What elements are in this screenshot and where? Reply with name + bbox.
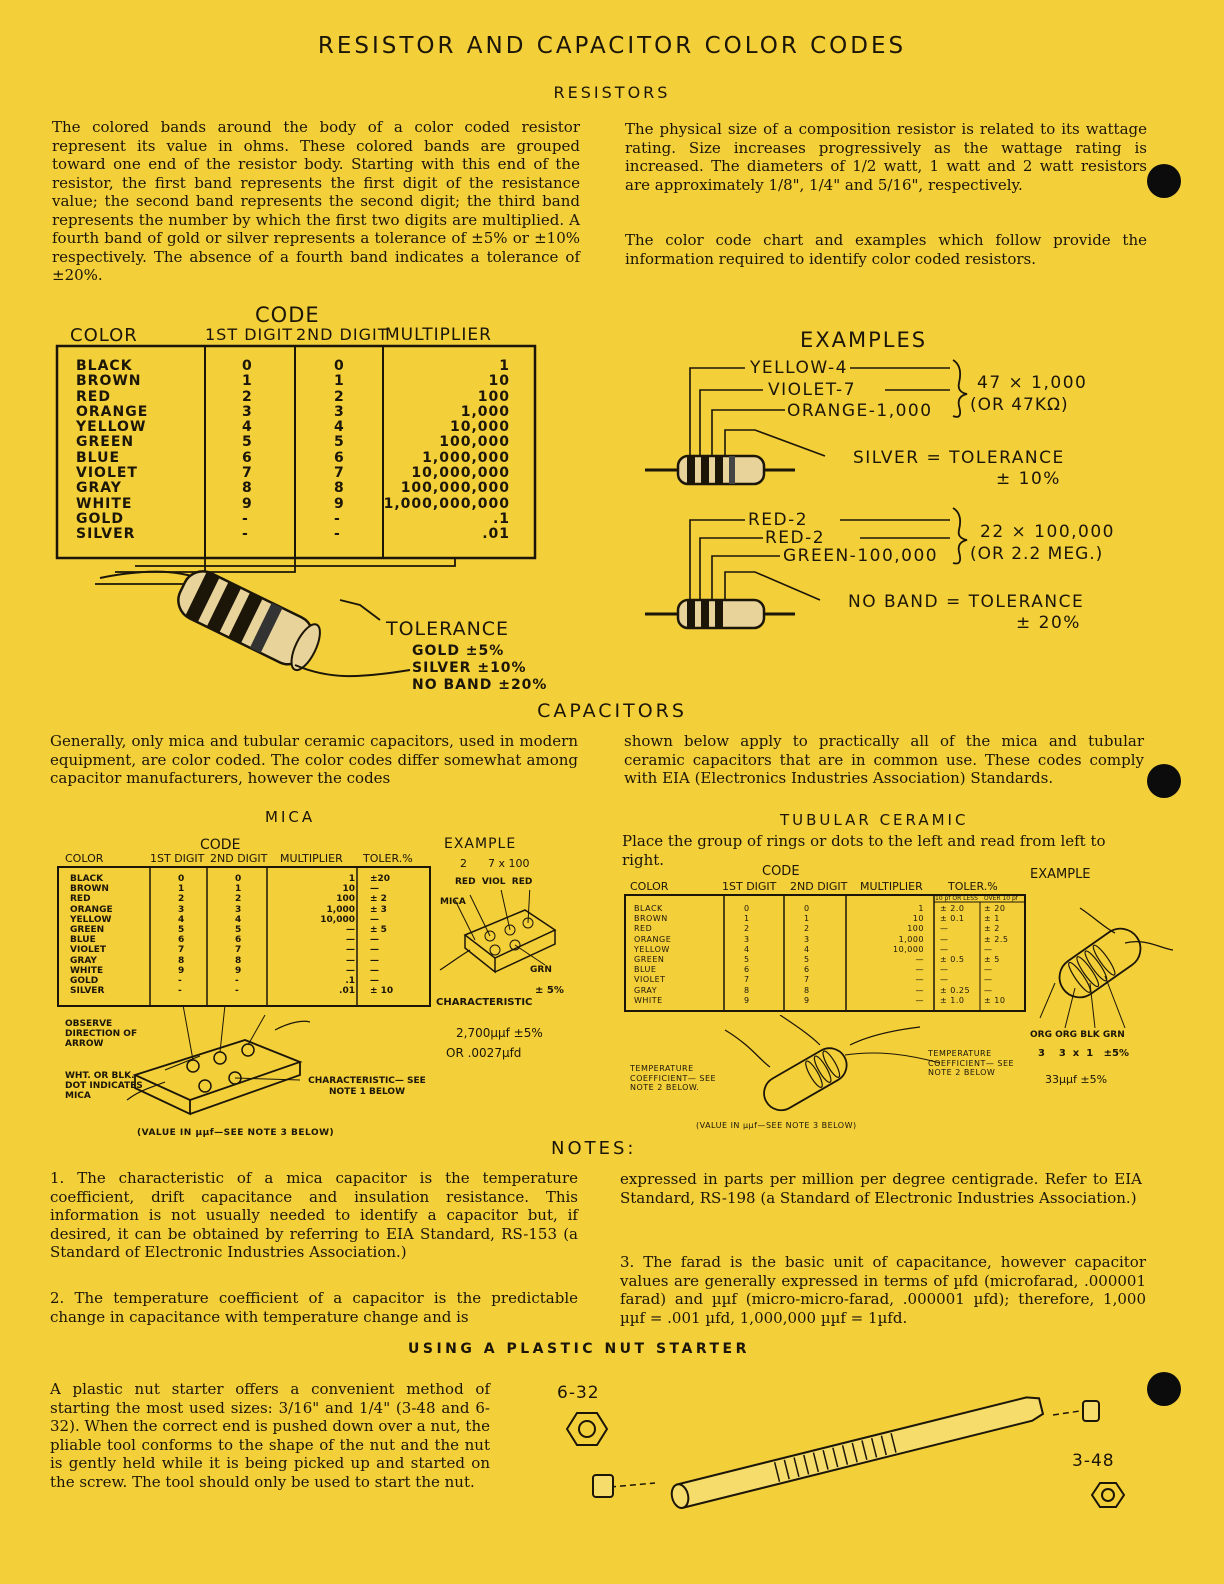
- mica-example-colors: RED VIOL RED: [455, 877, 533, 887]
- resistor-second-digit: -: [334, 510, 341, 527]
- mica-code-row: [70, 905, 430, 915]
- tubular-header: [630, 880, 1030, 894]
- binder-hole-bottom: [1147, 1372, 1181, 1406]
- note-1: 1. The characteristic of a mica capacitor is the temperature coefficient, drift capacitance and insulation resistance. This information is not usually needed to identify a capacitor but, if desired, it can be obtained by referring to EIA Standard, RS-153 (a Standard of Electronic Industries Association.): [50, 1169, 578, 1261]
- mica-first-digit: 8: [178, 955, 185, 966]
- resistor-color-name: RED: [76, 388, 111, 405]
- mica-first-digit: 7: [178, 945, 185, 956]
- resistor-multiplier: .1: [492, 510, 510, 527]
- mica-first-digit: 2: [178, 894, 185, 905]
- resistor-second-digit: 6: [334, 449, 345, 466]
- ex2-band-1: RED-2: [748, 510, 809, 530]
- mica-multiplier: .1: [345, 975, 355, 986]
- mica-second-digit: -: [235, 986, 239, 997]
- mica-example-drawing: [435, 890, 575, 1000]
- resistor-second-digit: 8: [334, 480, 345, 497]
- tubular-multiplier: 1: [918, 904, 924, 913]
- tubular-tol-small: —: [940, 944, 949, 954]
- mica-heading: MICA: [265, 808, 316, 826]
- tubular-code-row: [634, 986, 1024, 996]
- mica-multiplier: 1: [348, 874, 355, 884]
- resistor-code-label: CODE: [255, 303, 320, 327]
- tubular-code-row: [634, 965, 1024, 975]
- tubular-tol-small: ± 0.5: [940, 954, 965, 964]
- resistor-second-digit: -: [334, 526, 341, 543]
- tubular-first-digit: 8: [744, 985, 750, 995]
- tubular-second-digit: 5: [804, 954, 810, 964]
- ex1-band-2: VIOLET-7: [768, 380, 857, 400]
- mica-example-tol: ± 5%: [535, 985, 564, 996]
- mica-color-name: RED: [70, 894, 91, 905]
- resistor-second-digit: 1: [334, 373, 345, 390]
- tubular-tol-large: ± 2.5: [984, 934, 1009, 944]
- tubular-color-name: GREEN: [634, 954, 665, 964]
- note-2a: 2. The temperature coefficient of a capacitor is the predictable change in capacitance with temperature change and is: [50, 1289, 578, 1326]
- tubular-tol-large: ± 5: [984, 954, 1000, 964]
- capacitors-intro-right: shown below apply to practically all of the mica and tubular ceramic capacitors that are in common use. These codes comply with EIA (Electronics Industries Association) Standards.: [624, 732, 1144, 787]
- mica-code-row: [70, 956, 430, 966]
- ex2-band-2: RED-2: [765, 528, 826, 548]
- tubular-heading: TUBULAR CERAMIC: [780, 811, 969, 829]
- mica-multiplier: 10,000: [320, 914, 355, 925]
- mica-color-name: BLUE: [70, 935, 96, 946]
- tubular-multiplier: —: [915, 975, 924, 985]
- mica-example-heading: EXAMPLE: [444, 836, 517, 852]
- mica-color-name: VIOLET: [70, 945, 106, 956]
- tubular-code-row: [634, 904, 1024, 914]
- resistor-first-digit: 2: [242, 388, 253, 405]
- mica-code-row: [70, 884, 430, 894]
- mica-second-digit: 3: [235, 904, 242, 915]
- ex1-band-3: ORANGE-1,000: [787, 401, 933, 421]
- resistor-color-name: VIOLET: [76, 465, 138, 482]
- mica-tolerance: —: [370, 955, 379, 966]
- resistor-code-row: [76, 373, 536, 388]
- tubular-example-drawing: [1025, 888, 1175, 1038]
- mica-col-tol: TOLER.%: [363, 852, 413, 865]
- resistors-intro-left: The colored bands around the body of a color coded resistor represent its value in ohms. These colored bands are grouped toward one end of the resistor body. Starting with this end of the resistor, the first band represents the first digit of the resistance value; the second band represents the second digit; the third band represents the number by which the first two digits are multiplied. A fourth band of gold or silver represents a tolerance of ±5% or ±10% respectively. The absence of a fourth band indicates a tolerance of ±20%.: [52, 118, 580, 284]
- tubular-color-name: VIOLET: [634, 975, 666, 985]
- tubular-color-name: BLUE: [634, 965, 657, 975]
- tubular-first-digit: 5: [744, 954, 750, 964]
- page-title: RESISTOR AND CAPACITOR COLOR CODES: [317, 33, 907, 59]
- ex2-tol-note: NO BAND = TOLERANCE: [848, 592, 1085, 612]
- tubular-capacitor-drawing: [720, 1015, 950, 1115]
- resistor-second-digit: 3: [334, 403, 345, 420]
- tubular-second-digit: 3: [804, 934, 810, 944]
- mica-col-mult: MULTIPLIER: [280, 852, 343, 865]
- mica-color-name: SILVER: [70, 986, 105, 997]
- mica-color-name: WHITE: [70, 965, 104, 976]
- resistor-col-color: COLOR: [70, 325, 138, 346]
- resistor-code-row: [76, 434, 536, 449]
- mica-tolerance: —: [370, 935, 379, 946]
- mica-char-note: CHARACTERISTIC— SEE NOTE 1 BELOW: [308, 1076, 426, 1097]
- mica-multiplier: —: [346, 945, 355, 956]
- resistor-code-row: [76, 389, 536, 404]
- resistor-first-digit: 9: [242, 495, 253, 512]
- tubular-code-row: [634, 935, 1024, 945]
- resistor-first-digit: 5: [242, 434, 253, 451]
- tubular-example-colors: ORG ORG BLK GRN: [1030, 1030, 1125, 1040]
- examples-heading: EXAMPLES: [800, 328, 928, 352]
- mica-second-digit: -: [235, 975, 239, 986]
- mica-example-value: 2,700µµf ±5%: [456, 1026, 543, 1040]
- resistor-color-name: ORANGE: [76, 403, 149, 420]
- tubular-second-digit: 0: [804, 904, 810, 913]
- ex2-band-3: GREEN-100,000: [783, 546, 939, 566]
- tubular-color-name: BROWN: [634, 914, 668, 924]
- resistor-first-digit: 3: [242, 403, 253, 420]
- mica-capacitor-drawing: [125, 1000, 310, 1125]
- resistor-col-first: 1ST DIGIT: [205, 325, 294, 344]
- mica-example-value2: OR .0027µfd: [446, 1046, 522, 1060]
- tubular-tol-large: —: [984, 985, 993, 995]
- capacitors-intro-left: Generally, only mica and tubular ceramic capacitors, used in modern equipment, are color coded. The color codes differ somewhat among capacitor manufacturers, however the codes: [50, 732, 578, 787]
- mica-first-digit: 5: [178, 924, 185, 935]
- mica-second-digit: 5: [235, 924, 242, 935]
- resistor-multiplier: 10: [488, 373, 510, 390]
- resistor-first-digit: 4: [242, 419, 253, 436]
- tubular-temp-right: TEMPERATURE COEFFICIENT— SEE NOTE 2 BELOW: [928, 1049, 1015, 1077]
- resistor-first-digit: 7: [242, 465, 253, 482]
- tolerance-label: TOLERANCE: [386, 618, 510, 640]
- mica-first-digit: 9: [178, 965, 185, 976]
- mica-multiplier: 100: [336, 894, 355, 905]
- mica-color-name: BLACK: [70, 874, 104, 884]
- mica-col-second: 2ND DIGIT: [210, 852, 268, 865]
- resistor-code-row: [76, 526, 536, 541]
- resistor-chart-rows: [76, 358, 536, 542]
- mica-color-name: YELLOW: [70, 914, 112, 925]
- mica-multiplier: 1,000: [326, 904, 355, 915]
- resistor-code-row: [76, 404, 536, 419]
- tubular-tol-sub-1: 10 pf OR LESS: [935, 895, 978, 902]
- mica-tolerance: ± 10: [370, 986, 394, 997]
- tubular-second-digit: 9: [804, 995, 810, 1005]
- resistor-color-name: BROWN: [76, 373, 142, 390]
- tubular-instruction: Place the group of rings or dots to the left and read from left to right.: [622, 832, 1106, 869]
- tubular-code-row: [634, 975, 1024, 985]
- resistor-code-row: [76, 511, 536, 526]
- tolerance-none: NO BAND ±20%: [412, 677, 548, 693]
- tubular-second-digit: 8: [804, 985, 810, 995]
- tubular-color-name: BLACK: [634, 904, 663, 913]
- nut-paragraph: A plastic nut starter offers a convenient method of starting the most used sizes: 3/16" and 1/4" (3-48 and 6-32). When the correct end is pushed down over a nut, the pliable tool conforms to the shape of the nut and the nut is gently held while it is being picked up and started on the screw. The tool should only be used to start the nut.: [50, 1380, 490, 1491]
- mica-observe-note: OBSERVE DIRECTION OF ARROW: [65, 1019, 138, 1049]
- tubular-code-row: [634, 914, 1024, 924]
- tubular-tol-small: ± 2.0: [940, 904, 965, 913]
- tubular-tol-large: —: [984, 975, 993, 985]
- tubular-multiplier: 100: [907, 924, 924, 934]
- mica-multiplier: —: [346, 924, 355, 935]
- resistor-first-digit: -: [242, 526, 249, 543]
- mica-tolerance: —: [370, 914, 379, 925]
- tubular-col-color: COLOR: [630, 880, 669, 893]
- tubular-tol-small: ± 1.0: [940, 995, 965, 1005]
- resistor-col-multiplier: MULTIPLIER: [385, 325, 492, 345]
- mica-col-first: 1ST DIGIT: [150, 852, 205, 865]
- tubular-multiplier: 10: [912, 914, 924, 924]
- tubular-first-digit: 1: [744, 914, 750, 924]
- tubular-first-digit: 4: [744, 944, 750, 954]
- tubular-example-digits: 3 3 x 1 ±5%: [1038, 1048, 1129, 1059]
- mica-first-digit: -: [178, 975, 182, 986]
- tubular-multiplier: 1,000: [898, 934, 924, 944]
- tubular-multiplier: —: [915, 985, 924, 995]
- resistor-color-name: GREEN: [76, 434, 135, 451]
- nut-size-6-32: 6-32: [557, 1383, 600, 1403]
- mica-multiplier: .01: [339, 986, 355, 997]
- mica-code-row: [70, 976, 430, 986]
- mica-multiplier: —: [346, 965, 355, 976]
- ex2-tol-value: ± 20%: [1016, 613, 1081, 633]
- mica-tolerance: ± 5: [370, 924, 387, 935]
- nut-heading: USING A PLASTIC NUT STARTER: [408, 1341, 750, 1357]
- mica-second-digit: 9: [235, 965, 242, 976]
- resistor-multiplier: 1: [499, 358, 510, 374]
- mica-second-digit: 4: [235, 914, 242, 925]
- tubular-first-digit: 9: [744, 995, 750, 1005]
- mica-second-digit: 1: [235, 884, 242, 895]
- ex1-tol-note: SILVER = TOLERANCE: [853, 448, 1065, 468]
- notes-heading: NOTES:: [551, 1138, 637, 1159]
- mica-code-row: [70, 966, 430, 976]
- resistor-multiplier: 1,000: [460, 403, 510, 420]
- mica-second-digit: 2: [235, 894, 242, 905]
- tubular-second-digit: 2: [804, 924, 810, 934]
- mica-tolerance: —: [370, 945, 379, 956]
- resistor-color-name: YELLOW: [76, 419, 147, 436]
- tubular-tol-large: ± 10: [984, 995, 1006, 1005]
- tubular-second-digit: 1: [804, 914, 810, 924]
- resistor-second-digit: 7: [334, 465, 345, 482]
- resistor-code-row: [76, 480, 536, 495]
- mica-code-row: [70, 945, 430, 955]
- resistor-multiplier: 100,000: [439, 434, 510, 451]
- mica-header: [55, 852, 435, 866]
- resistor-first-digit: 1: [242, 373, 253, 390]
- tubular-multiplier: —: [915, 954, 924, 964]
- tubular-second-digit: 6: [804, 965, 810, 975]
- ex2-alt: (OR 2.2 MEG.): [970, 544, 1104, 564]
- mica-second-digit: 0: [235, 874, 242, 884]
- tubular-col-first: 1ST DIGIT: [722, 880, 777, 893]
- resistor-first-digit: -: [242, 510, 249, 527]
- tubular-first-digit: 6: [744, 965, 750, 975]
- mica-second-digit: 7: [235, 945, 242, 956]
- nut-size-3-48: 3-48: [1072, 1451, 1115, 1471]
- note-3: 3. The farad is the basic unit of capacitance, however capacitor values are generally expressed in terms of µfd (microfarad, .000001 farad) and µµf (micro-micro-farad, .000001 µfd); therefore, 1,000 µµf = .001 µfd, 1,000,000 µµf = 1µfd.: [620, 1253, 1146, 1327]
- resistor-multiplier: 1,000,000,000: [383, 495, 510, 512]
- mica-tolerance: —: [370, 884, 379, 895]
- tubular-tol-small: —: [940, 934, 949, 944]
- tubular-second-digit: 7: [804, 975, 810, 985]
- tubular-color-name: ORANGE: [634, 934, 672, 944]
- ex1-result: 47 × 1,000: [977, 373, 1088, 393]
- mica-color-name: ORANGE: [70, 904, 113, 915]
- tubular-first-digit: 3: [744, 934, 750, 944]
- tubular-col-tol: TOLER.%: [948, 880, 998, 893]
- tubular-code-row: [634, 955, 1024, 965]
- mica-code-row: [70, 915, 430, 925]
- resistor-second-digit: 9: [334, 495, 345, 512]
- tubular-color-name: GRAY: [634, 985, 658, 995]
- mica-second-digit: 8: [235, 955, 242, 966]
- mica-example-char: CHARACTERISTIC: [436, 997, 533, 1008]
- resistor-second-digit: 5: [334, 434, 345, 451]
- resistor-illustration: [90, 560, 420, 690]
- tolerance-gold: GOLD ±5%: [412, 643, 505, 659]
- mica-first-digit: 3: [178, 904, 185, 915]
- resistor-color-name: GOLD: [76, 510, 124, 527]
- tubular-first-digit: 2: [744, 924, 750, 934]
- tubular-tol-large: ± 1: [984, 914, 1000, 924]
- resistor-first-digit: 6: [242, 449, 253, 466]
- resistor-multiplier: 10,000: [449, 419, 510, 436]
- mica-code-row: [70, 986, 430, 996]
- mica-tolerance: ± 2: [370, 894, 387, 905]
- tubular-chart-rows: [634, 904, 1024, 1006]
- mica-multiplier: —: [346, 955, 355, 966]
- tubular-example-value: 33µµf ±5%: [1045, 1073, 1108, 1086]
- tubular-color-name: RED: [634, 924, 653, 934]
- mica-col-color: COLOR: [65, 852, 104, 865]
- tubular-multiplier: 10,000: [893, 944, 924, 954]
- mica-example-digits: 2 7 x 100: [460, 857, 530, 870]
- mica-code-row: [70, 935, 430, 945]
- resistor-code-row: [76, 450, 536, 465]
- ex1-band-1: YELLOW-4: [750, 358, 848, 378]
- resistor-code-row: [76, 358, 536, 373]
- capacitors-heading: CAPACITORS: [537, 700, 687, 722]
- tubular-code-row: [634, 924, 1024, 934]
- tubular-tol-large: ± 2: [984, 924, 1000, 934]
- mica-first-digit: 0: [178, 874, 185, 884]
- resistor-code-row: [76, 419, 536, 434]
- tubular-tol-sub-2: OVER 10 pf: [983, 895, 1018, 902]
- tubular-first-digit: 0: [744, 904, 750, 913]
- mica-color-name: GREEN: [70, 924, 105, 935]
- tubular-first-digit: 7: [744, 975, 750, 985]
- ex1-tol-value: ± 10%: [996, 469, 1061, 489]
- resistor-code-row: [76, 465, 536, 480]
- tolerance-list: [412, 643, 547, 694]
- binder-hole-middle: [1147, 764, 1181, 798]
- mica-color-name: BROWN: [70, 884, 109, 895]
- mica-code-label: CODE: [200, 837, 241, 853]
- tubular-col-mult: MULTIPLIER: [860, 880, 923, 893]
- mica-color-name: GRAY: [70, 955, 97, 966]
- tubular-multiplier: —: [915, 965, 924, 975]
- mica-example-mica: MICA: [440, 897, 466, 907]
- resistor-second-digit: 4: [334, 419, 345, 436]
- mica-tolerance: ± 3: [370, 904, 387, 915]
- resistor-second-digit: 0: [334, 358, 345, 374]
- mica-multiplier: —: [346, 935, 355, 946]
- tubular-second-digit: 4: [804, 944, 810, 954]
- resistor-color-name: SILVER: [76, 526, 136, 543]
- mica-first-digit: 1: [178, 884, 185, 895]
- tubular-example-heading: EXAMPLE: [1030, 867, 1091, 882]
- resistor-code-row: [76, 496, 536, 511]
- mica-tolerance: —: [370, 965, 379, 976]
- mica-dot-note: WHT. OR BLK. DOT INDICATES MICA: [65, 1071, 143, 1101]
- tubular-color-name: WHITE: [634, 995, 663, 1005]
- resistor-first-digit: 8: [242, 480, 253, 497]
- note-2b: expressed in parts per million per degree centigrade. Refer to EIA Standard, RS-198 (a Standard of Electronic Industries Association.): [620, 1170, 1142, 1207]
- resistor-second-digit: 2: [334, 388, 345, 405]
- tubular-tol-small: —: [940, 924, 949, 934]
- mica-first-digit: 6: [178, 935, 185, 946]
- tubular-tol-large: —: [984, 965, 993, 975]
- tolerance-silver: SILVER ±10%: [412, 660, 527, 676]
- mica-color-name: GOLD: [70, 975, 99, 986]
- resistors-intro-right-2: The color code chart and examples which follow provide the information required to identify color coded resistors.: [625, 231, 1147, 268]
- tubular-tol-large: —: [984, 944, 993, 954]
- resistor-color-name: WHITE: [76, 495, 133, 512]
- mica-code-row: [70, 925, 430, 935]
- resistor-color-name: GRAY: [76, 480, 122, 497]
- tubular-color-name: YELLOW: [634, 944, 670, 954]
- mica-code-row: [70, 874, 430, 884]
- mica-code-row: [70, 894, 430, 904]
- tubular-code-row: [634, 945, 1024, 955]
- tubular-tol-small: ± 0.25: [940, 985, 971, 995]
- resistor-color-name: BLACK: [76, 358, 133, 374]
- binder-hole-top: [1147, 164, 1181, 198]
- tubular-tol-large: ± 20: [984, 904, 1006, 913]
- mica-tolerance: —: [370, 975, 379, 986]
- resistor-multiplier: 1,000,000: [422, 449, 510, 466]
- mica-multiplier: 10: [342, 884, 355, 895]
- mica-first-digit: -: [178, 986, 182, 997]
- tubular-code-row: [634, 996, 1024, 1006]
- tubular-tol-small: —: [940, 975, 949, 985]
- resistors-heading: RESISTORS: [553, 83, 671, 102]
- resistors-intro-right-1: The physical size of a composition resistor is related to its wattage rating. Size increases progressively as the wattage rating is increased. The diameters of 1/2 watt, 1 watt and 2 watt resistors are approximately 1/8", 1/4" and 5/16", respectively.: [625, 120, 1147, 194]
- tubular-col-second: 2ND DIGIT: [790, 880, 848, 893]
- ex2-result: 22 × 100,000: [980, 522, 1115, 542]
- tubular-tol-small: —: [940, 965, 949, 975]
- tubular-temp-left: TEMPERATURE COEFFICIENT— SEE NOTE 2 BELOW.: [630, 1064, 717, 1092]
- resistor-col-second: 2ND DIGIT: [296, 325, 389, 344]
- nut-starter-drawing: [555, 1385, 1145, 1530]
- tubular-multiplier: —: [915, 995, 924, 1005]
- resistor-multiplier: 100,000,000: [400, 480, 510, 497]
- mica-example-grn: GRN: [530, 965, 552, 975]
- mica-second-digit: 6: [235, 935, 242, 946]
- mica-value-note: (VALUE IN µµf—SEE NOTE 3 BELOW): [137, 1128, 335, 1138]
- resistor-multiplier: .01: [482, 526, 510, 543]
- tubular-code-label: CODE: [762, 864, 800, 879]
- tubular-tol-small: ± 0.1: [940, 914, 965, 924]
- mica-chart-rows: [70, 874, 430, 996]
- resistor-multiplier: 100: [477, 388, 510, 405]
- mica-first-digit: 4: [178, 914, 185, 925]
- tubular-value-note: (VALUE IN µµf—SEE NOTE 3 BELOW): [696, 1121, 857, 1130]
- resistor-color-name: BLUE: [76, 449, 121, 466]
- ex1-alt: (OR 47KΩ): [970, 395, 1069, 415]
- mica-tolerance: ±20: [370, 874, 391, 884]
- resistor-multiplier: 10,000,000: [411, 465, 510, 482]
- resistor-first-digit: 0: [242, 358, 253, 374]
